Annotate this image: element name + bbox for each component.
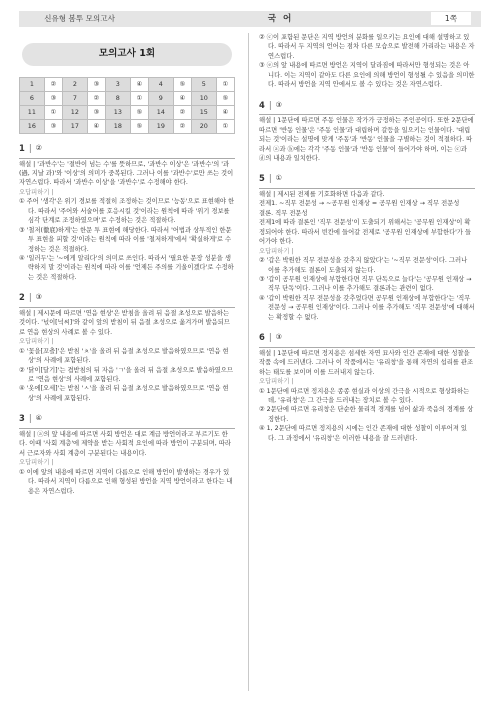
explanation-text: 해설 | 1문단에 따르면 주동 인물은 작가가 긍정하는 주인공이다. 또한 2문단에 따르면 '반동 인물'은 '주동 인물'과 대립하며 갈등을 일으키는 인물이다. '대립되는 것'이라는 설명에 맞게 '주동'과 '반동' 인물을 구별하는 것이 적절하다. 따라서 ⓐ과 ⓑ에는 각각 '주동 인물'과 '반동 인물'이 들어가야 하며, 이는 ⓒ과 ⓓ의 내용과 일치한다. bbox=[259, 117, 474, 162]
answer-cell: ④ bbox=[173, 92, 191, 106]
question-number-cell: 20 bbox=[191, 120, 216, 134]
question-number: 1 bbox=[19, 143, 25, 153]
explanation-text: 해설 | '과반수'는 '절반이 넘는 수'를 뜻하므로, '과반수 이상'은 '과반수'의 '과(過, 지날 과)'와 '이상'의 의미가 중복된다. 그러나 이를 '과반수'로만 쓰는 것이 자연스럽다. 따라서 '과반수 이상'을 '과반수'로 수정해야 한다. bbox=[19, 160, 234, 187]
question-number: 2 bbox=[19, 292, 25, 303]
question-number-cell: 14 bbox=[148, 106, 173, 120]
answer-cell: ③ bbox=[87, 78, 105, 92]
answer-cell: ① bbox=[44, 106, 62, 120]
option-explanation: ① 주어 '생각'은 위기 경보를 적절히 조정하는 것이므로 '능동'으로 표현해야 한다. 따라서 '주어와 서술어를 호응시킬 것'이라는 원칙에 따라 '위기 경보를 심각 단계로 조정하였으며'로 수정하는 것은 적절하다. bbox=[19, 198, 235, 225]
answer-cell: ④ bbox=[130, 78, 148, 92]
wrong-answer-label: 오답피하기 | bbox=[259, 378, 294, 386]
answer-cell: ③ bbox=[44, 92, 62, 106]
wrong-answer-label: 오답피하기 | bbox=[259, 247, 294, 255]
left-column bbox=[19, 33, 235, 496]
question-heading bbox=[259, 331, 475, 344]
page-number-label: 1쪽 bbox=[431, 12, 471, 25]
answer-cell: ① bbox=[216, 120, 234, 134]
question-number-cell: 17 bbox=[62, 120, 87, 134]
premise-line: 전제1. ~직무 전문성 → ~공무원 인재상 = 공무원 인재상 → 직무 전문성 bbox=[259, 200, 460, 208]
answer-cell: ② bbox=[44, 78, 62, 92]
option-explanation: ③ '갑이 공무원 인재상에 부합한다면 직무 단독으로 늘다'는 '공무원 인재상 → 직무 단독'이다. 그러나 이를 추가해도 결론과는 관련이 없다. bbox=[259, 275, 472, 293]
option-explanation: ② '닭이[달기]'는 겹받침의 뒤 자음 'ㄱ'을 올려 뒤 음절 초성으로 발음하였으므로 '연음 현상'의 사례에 포함된다. bbox=[19, 366, 233, 383]
option-explanation: ① 이에 앞의 내용에 따르면 지역이 다름으로 인해 방언이 발생하는 경우가 있다. 따라서 지역이 다름으로 인해 형성된 방언을 지역 방언이라고 한다는 내용은 자연스럽다. bbox=[19, 468, 233, 495]
question-number-cell: 11 bbox=[20, 106, 45, 120]
question-answer: ① bbox=[275, 174, 282, 183]
exam-series-label: 신유형 봄투 모의고사 bbox=[44, 14, 115, 24]
question-number-cell: 7 bbox=[62, 92, 87, 106]
option-explanation: ④ '옷에[오세]'는 받침 'ㅅ'을 올려 뒤 음절 초성으로 발음하였으므로 '연음 현상'의 사례에 포함된다. bbox=[19, 385, 229, 402]
answer-cell: ② bbox=[87, 92, 105, 106]
question-sep: | bbox=[268, 99, 272, 110]
question-number-cell: 9 bbox=[148, 92, 173, 106]
explanation-text: 해설 | 제시된 전제를 기호화하면 다음과 같다. bbox=[259, 191, 385, 199]
option-explanation: ③ '철저(徹底)하게'는 한문 투 표현에 해당한다. 따라서 '어법과 상투적인 한문 투 표현을 피할 것'이라는 원칙에 따라 이를 '철저하게'에서 '확실하게'로 수정하는 것은 적절하다. bbox=[19, 226, 232, 253]
premise-line: 결론. 직무 전문성 bbox=[259, 209, 308, 217]
premise-line: 전제1에 따라 결론인 '직무 전문성'이 도출되기 위해서는 '공무원 인재상'이 확정되어야 한다. 따라서 빈칸에 들어갈 전제로 '공무원 인재상에 부합한다'가 들어가야 한다. bbox=[259, 219, 472, 246]
answer-table bbox=[19, 77, 235, 134]
question-divider bbox=[259, 347, 475, 348]
question-number: 4 bbox=[259, 99, 265, 110]
option-explanation: ② '갑은 박원한 직무 전문성을 갖추지 않았다'는 '~직무 전문성'이다. 그러나 이를 추가해도 결론이 도출되지 않는다. bbox=[259, 257, 468, 274]
question-number-cell: 4 bbox=[148, 78, 173, 92]
question-sep: | bbox=[268, 332, 272, 343]
question-divider bbox=[19, 307, 235, 308]
question-sep: | bbox=[28, 413, 32, 424]
option-explanation: ② ⓒ이 포함된 문단은 지역 방언의 분화를 일으키는 요인에 대해 설명하고 있다. 따라서 두 지역의 언어는 점차 다른 모습으로 발전해 가리라는 내용은 자연스럽다. bbox=[259, 34, 475, 60]
wrong-answer-label: 오답피하기 | bbox=[19, 188, 54, 196]
option-explanation: ② 2문단에 따르면 유리창은 단순한 물리적 경계를 넘어 삶과 죽음의 경계를 상징한다. bbox=[259, 406, 474, 423]
answer-cell: ⑤ bbox=[130, 106, 148, 120]
column-divider bbox=[248, 33, 249, 691]
explanation-text: 해설 | ⓐ의 앞 내용에 따르면 사회 방언은 대로 계급 방언이라고 부르기도 한다. 이때 '사회 계층'에 제약을 받는 사회적 요인에 따라 방언이 구분되며, 따라서 근로자와 사회 계층이 구분된다는 내용이다. bbox=[19, 430, 231, 457]
option-explanation: ① 1문단에 따르면 정지용은 종종 현실과 이상의 간극을 시적으로 형상화하는데, '유리창'은 그 간극을 드러내는 장치로 볼 수 있다. bbox=[259, 387, 470, 404]
option-explanation: ① '꽃을[꼬츨]'은 받침 'ㅊ'을 올려 뒤 음절 초성으로 발음하였으므로 '연음 현상'의 사례에 포함된다. bbox=[19, 347, 229, 365]
explanation-text: 해설 | 1문단에 따르면 정지용은 섬세한 자연 묘사와 인간 존재에 대한 성찰을 작품 속에 드러낸다. 그러나 이 작품에서는 '유리창'을 통해 자연의 섭리를 관조하는 태도를 보이며 이를 드러내지 않는다. bbox=[259, 349, 474, 376]
option-explanation: ④ '갑이 박원한 직무 전문성을 갖추었다면 공무원 인재상에 부합한다'는 '직무 전문성 → 공무원 인재상'이다. 그러나 이를 추가해도 '직무 전문성'에 대해서는 확정할 수 없다. bbox=[259, 294, 475, 321]
question-heading bbox=[19, 412, 235, 425]
question-answer: ③ bbox=[275, 333, 282, 342]
answer-cell: ② bbox=[173, 120, 191, 134]
question-number-cell: 10 bbox=[191, 92, 216, 106]
question-number-cell: 16 bbox=[20, 120, 45, 134]
question-number-cell: 8 bbox=[105, 92, 130, 106]
question-6-explanation bbox=[259, 331, 475, 443]
answer-cell: ⑤ bbox=[130, 120, 148, 134]
question-number-cell: 15 bbox=[191, 106, 216, 120]
question-divider bbox=[259, 188, 475, 189]
question-number: 5 bbox=[259, 173, 265, 184]
question-heading bbox=[19, 291, 235, 304]
answer-row bbox=[20, 120, 235, 134]
subject-title: 국 어 bbox=[267, 13, 294, 24]
page-header bbox=[19, 11, 481, 27]
answer-cell: ① bbox=[216, 78, 234, 92]
question-heading bbox=[259, 172, 475, 185]
question-number: 3 bbox=[19, 413, 25, 424]
question-sep: | bbox=[268, 173, 272, 184]
question-number-cell: 12 bbox=[62, 106, 87, 120]
question-number-cell: 6 bbox=[20, 92, 45, 106]
question-heading bbox=[259, 99, 475, 112]
question-2-explanation bbox=[19, 291, 235, 403]
question-5-explanation bbox=[259, 172, 475, 322]
explanation-text: 해설 | 제시문에 따르면 '연음 현상'은 받침을 올려 뒤 음절 초성으로 발음하는 것이다. '넋이[넉씨]'와 같이 앞의 받침이 뒤 음절 초성으로 옮겨가며 발음되므로 연음 현상의 사례로 볼 수 있다. bbox=[19, 309, 230, 336]
answer-cell: ③ bbox=[44, 120, 62, 134]
answer-row bbox=[20, 106, 235, 120]
question-answer: ③ bbox=[275, 100, 282, 109]
question-answer: ② bbox=[35, 144, 42, 153]
answer-row bbox=[20, 78, 235, 92]
question-divider bbox=[19, 428, 235, 429]
question-number-cell: 5 bbox=[191, 78, 216, 92]
question-answer: ④ bbox=[35, 414, 42, 423]
answer-cell: ⑤ bbox=[216, 92, 234, 106]
answer-cell: ④ bbox=[216, 106, 234, 120]
question-4-explanation bbox=[259, 99, 475, 164]
question-1-explanation bbox=[19, 142, 235, 282]
question-answer: ③ bbox=[35, 293, 42, 302]
exam-title: 모의고사 1회 bbox=[22, 43, 232, 66]
page-number bbox=[421, 13, 481, 24]
question-number-cell: 3 bbox=[105, 78, 130, 92]
question-sep: | bbox=[28, 292, 32, 303]
option-explanation: ④ '일러두'는 '~에게 알리다'의 의미로 쓰인다. 따라서 '필요한 문장 성분을 생략하지 말 것'이라는 원칙에 따라 이를 '언제든 주의를 기울이겠다'로 수정하는 것은 적절하다. bbox=[19, 254, 234, 281]
question-sep: | bbox=[28, 143, 32, 153]
option-explanation: ④ 1, 2문단에 따르면 정지용의 시에는 인간 존재에 대한 성찰이 이루어져 있다. 그 과정에서 '유리창'은 이러한 내용을 잘 드러낸다. bbox=[259, 425, 467, 442]
right-column bbox=[259, 33, 475, 443]
question-3-explanation bbox=[19, 412, 235, 496]
question-number: 6 bbox=[259, 332, 265, 343]
question-number-cell: 18 bbox=[105, 120, 130, 134]
question-number-cell: 19 bbox=[148, 120, 173, 134]
answer-cell: ① bbox=[130, 92, 148, 106]
question-divider bbox=[19, 158, 235, 159]
question-number-cell: 1 bbox=[20, 78, 45, 92]
question-heading bbox=[19, 142, 235, 155]
answer-cell: ③ bbox=[87, 106, 105, 120]
question-number-cell: 13 bbox=[105, 106, 130, 120]
answer-cell: ④ bbox=[87, 120, 105, 134]
wrong-answer-label: 오답피하기 | bbox=[19, 338, 54, 346]
wrong-answer-label: 오답피하기 | bbox=[19, 459, 54, 467]
question-divider bbox=[259, 114, 475, 115]
answer-cell: ⑤ bbox=[173, 78, 191, 92]
answer-cell: ② bbox=[173, 106, 191, 120]
answer-row bbox=[20, 92, 235, 106]
question-number-cell: 2 bbox=[62, 78, 87, 92]
option-explanation: ③ ⓔ의 앞 내용에 따르면 방언은 지역이 달라짐에 따라서만 형성되는 것은 아니다. 이는 지역이 같아도 다른 요인에 의해 방언이 형성될 수 있음을 의미한다. 따라서 방언을 지역 안에서도 볼 수 있다는 것은 자연스럽다. bbox=[259, 62, 475, 89]
